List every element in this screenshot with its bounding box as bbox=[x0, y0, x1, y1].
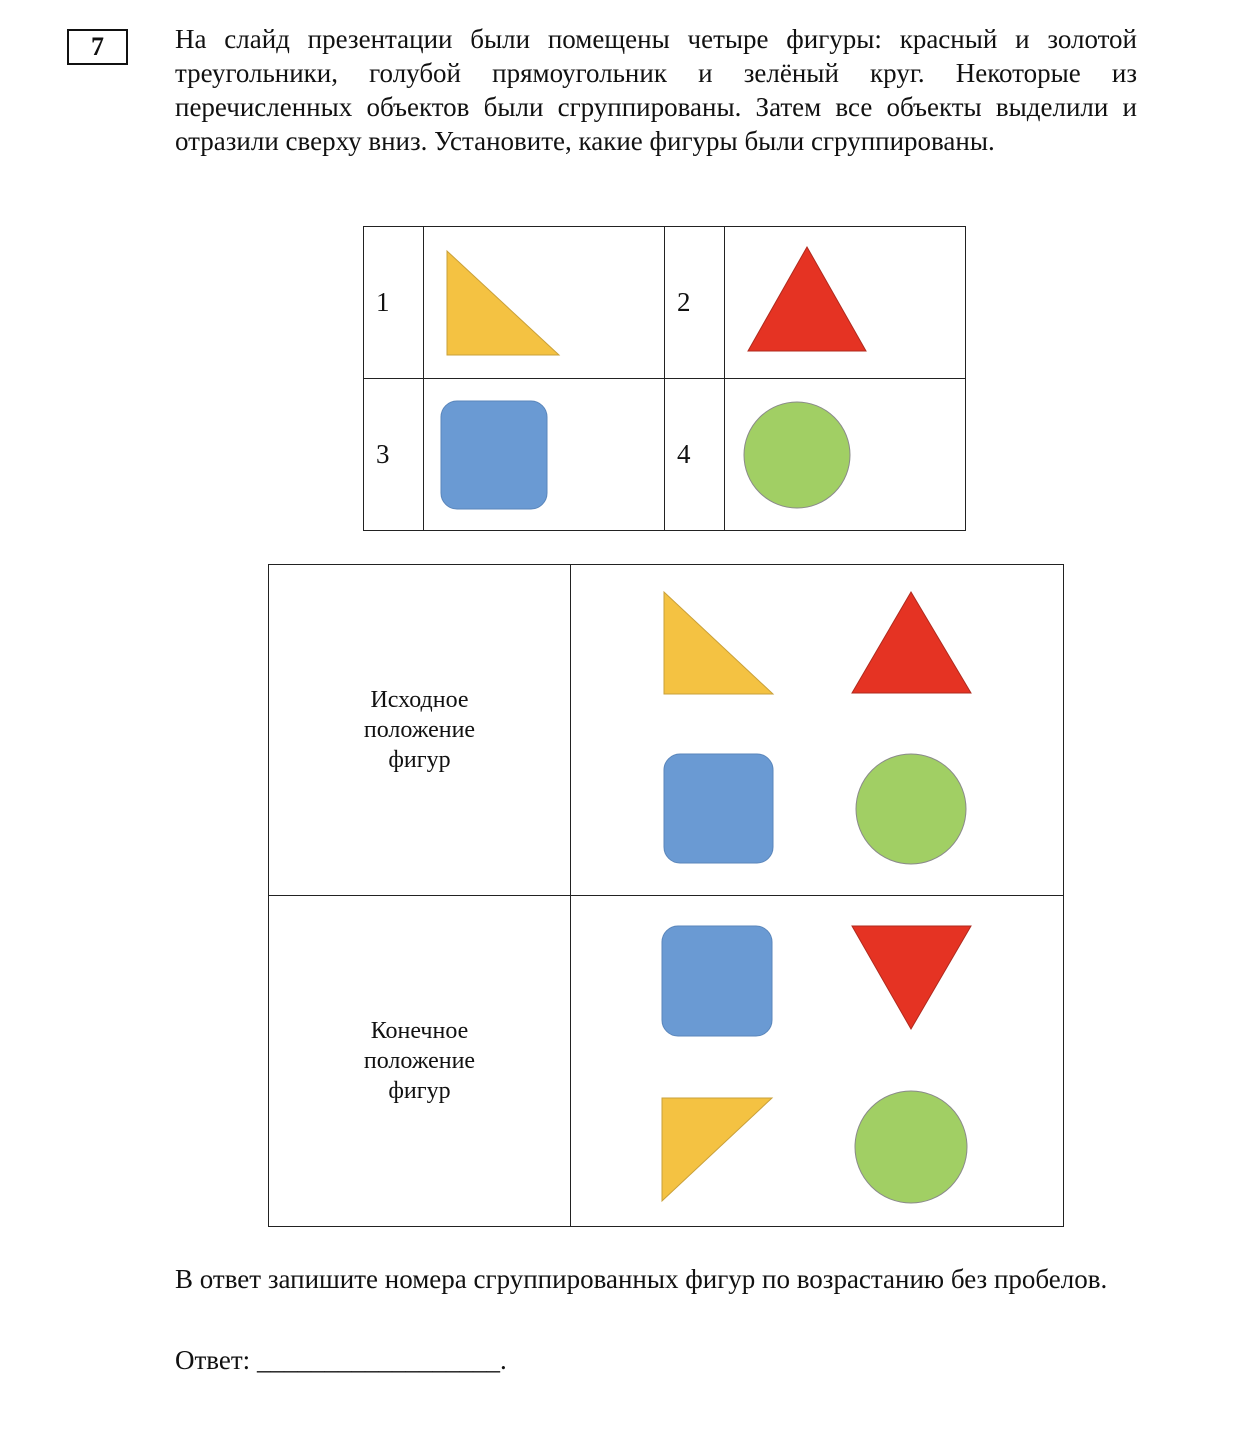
question-text: На слайд презентации были помещены четыре фигуры: красный и золотой треугольники, голубой прямоугольник и зелёный круг. Некоторые из перечисленных объектов были сгруппированы. Затем все объекты выделили и отразили сверху вниз. Установите, какие фигуры были сгруппированы. bbox=[175, 24, 1137, 156]
table-row bbox=[269, 896, 1064, 1227]
instruction-text: В ответ запишите номера сгруппированных фигур по возрастанию без пробелов. bbox=[175, 1264, 1108, 1294]
answer-line bbox=[175, 1343, 507, 1377]
blue-rectangle-icon bbox=[424, 379, 664, 530]
answer-end: . bbox=[499, 1345, 507, 1375]
table-row bbox=[364, 227, 966, 379]
task-number-box: 7 bbox=[67, 29, 128, 65]
initial-figures-drawing bbox=[571, 565, 1063, 895]
answer-blank[interactable]: __________________ bbox=[256, 1345, 500, 1375]
shape-cell-2 bbox=[725, 227, 966, 379]
gold-triangle-icon bbox=[664, 592, 773, 694]
shapes-table bbox=[363, 226, 966, 531]
gold-triangle-icon bbox=[662, 1098, 772, 1201]
final-figures bbox=[571, 896, 1064, 1227]
red-triangle-icon bbox=[852, 592, 971, 693]
initial-figures bbox=[571, 565, 1064, 896]
positions-table bbox=[268, 564, 1064, 1227]
red-triangle-icon bbox=[852, 926, 971, 1029]
table-row bbox=[269, 565, 1064, 896]
final-figures-drawing bbox=[571, 896, 1063, 1226]
blue-rectangle-icon bbox=[664, 754, 773, 863]
blue-rectangle-icon bbox=[662, 926, 772, 1036]
final-position-label bbox=[269, 896, 571, 1227]
label-line: фигур bbox=[388, 747, 451, 773]
gold-right-triangle-icon bbox=[424, 227, 664, 378]
table-row bbox=[364, 379, 966, 531]
shape-number-3: 3 bbox=[364, 379, 424, 531]
label-line: положение bbox=[363, 1048, 476, 1074]
label-line: Конечное bbox=[370, 1018, 469, 1044]
label-line: фигур bbox=[388, 1078, 451, 1104]
red-triangle-icon bbox=[725, 227, 965, 378]
label-line: положение bbox=[363, 717, 476, 743]
shape-number-1: 1 bbox=[364, 227, 424, 379]
initial-position-label bbox=[269, 565, 571, 896]
label-line: Исходное bbox=[370, 687, 469, 713]
shape-cell-3 bbox=[424, 379, 665, 531]
shape-cell-1 bbox=[424, 227, 665, 379]
green-circle-icon bbox=[855, 1091, 967, 1203]
shape-number-4: 4 bbox=[665, 379, 725, 531]
shape-cell-4 bbox=[725, 379, 966, 531]
green-circle-icon bbox=[725, 379, 965, 530]
green-circle-icon bbox=[856, 754, 966, 864]
answer-label: Ответ: bbox=[175, 1345, 251, 1375]
shape-number-2: 2 bbox=[665, 227, 725, 379]
